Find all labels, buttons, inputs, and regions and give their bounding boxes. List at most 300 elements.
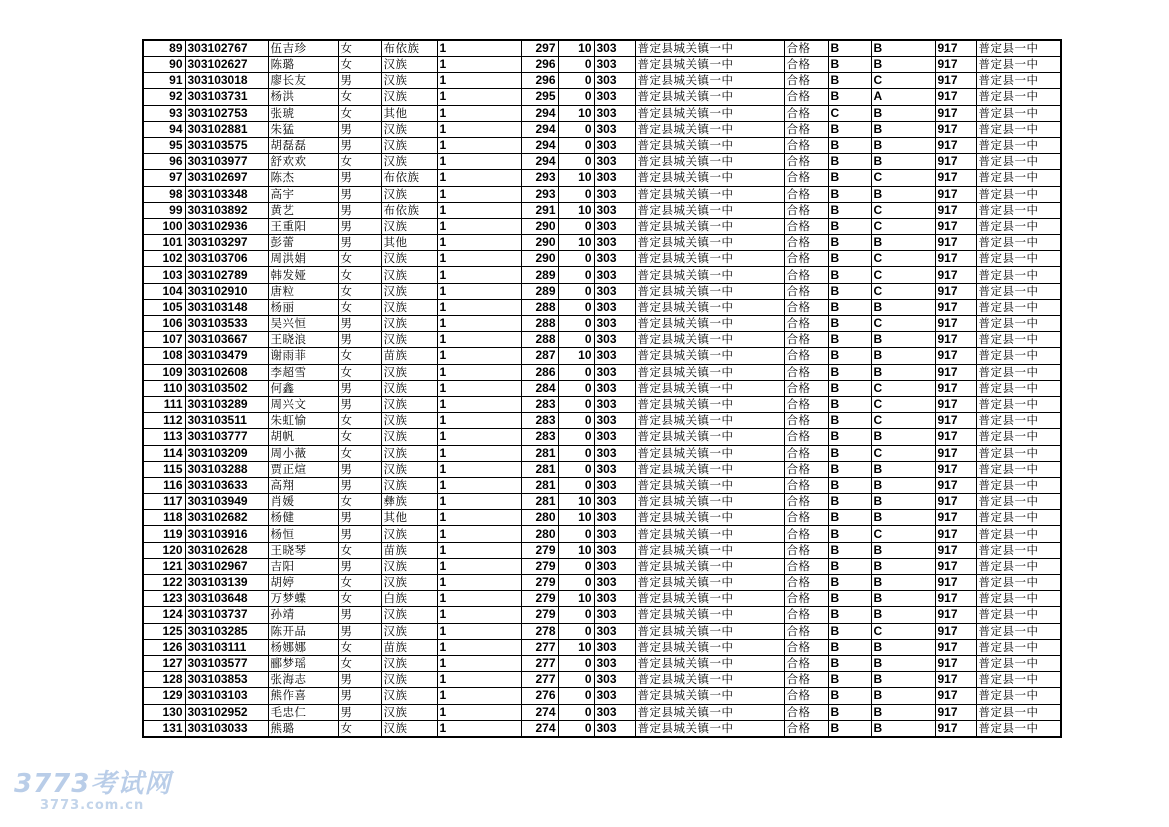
cell-admit-school: 普定县一中 [976, 639, 1061, 655]
cell-admit-school: 普定县一中 [976, 396, 1061, 412]
cell-ethnicity: 汉族 [381, 413, 437, 429]
cell-student-name: 胡帆 [268, 429, 338, 445]
cell-rank: 97 [143, 170, 185, 186]
cell-ethnicity: 其他 [381, 105, 437, 121]
cell-qualification: 合格 [784, 364, 828, 380]
cell-grade-b: B [871, 105, 935, 121]
cell-school-code: 303 [594, 672, 635, 688]
cell-gender: 女 [338, 655, 381, 671]
cell-student-name: 黄艺 [268, 202, 338, 218]
cell-exam-number: 303103018 [185, 73, 268, 89]
cell-qualification: 合格 [784, 267, 828, 283]
cell-bonus-points: 0 [558, 89, 594, 105]
cell-school-name: 普定县城关镇一中 [635, 380, 784, 396]
cell-total-score: 277 [521, 639, 558, 655]
cell-category: 1 [437, 720, 521, 737]
cell-total-score: 291 [521, 202, 558, 218]
table-row [143, 477, 1061, 493]
cell-grade-a: B [828, 413, 871, 429]
cell-school-name: 普定县城关镇一中 [635, 396, 784, 412]
cell-admit-code: 917 [935, 704, 976, 720]
cell-gender: 女 [338, 283, 381, 299]
cell-gender: 女 [338, 105, 381, 121]
cell-student-name: 杨健 [268, 510, 338, 526]
cell-admit-code: 917 [935, 655, 976, 671]
cell-school-code: 303 [594, 396, 635, 412]
cell-bonus-points: 10 [558, 170, 594, 186]
cell-admit-code: 917 [935, 396, 976, 412]
cell-grade-b: B [871, 429, 935, 445]
cell-grade-a: B [828, 283, 871, 299]
cell-bonus-points: 10 [558, 639, 594, 655]
cell-category: 1 [437, 477, 521, 493]
cell-ethnicity: 汉族 [381, 445, 437, 461]
cell-gender: 女 [338, 40, 381, 57]
cell-admit-code: 917 [935, 672, 976, 688]
cell-exam-number: 303103209 [185, 445, 268, 461]
table-row [143, 332, 1061, 348]
cell-grade-b: B [871, 348, 935, 364]
cell-total-score: 288 [521, 332, 558, 348]
cell-gender: 男 [338, 510, 381, 526]
cell-grade-b: C [871, 380, 935, 396]
cell-school-code: 303 [594, 510, 635, 526]
cell-admit-code: 917 [935, 299, 976, 315]
cell-exam-number: 303103511 [185, 413, 268, 429]
cell-qualification: 合格 [784, 40, 828, 57]
table-row [143, 688, 1061, 704]
cell-rank: 106 [143, 316, 185, 332]
cell-admit-code: 917 [935, 316, 976, 332]
cell-student-name: 伍吉珍 [268, 40, 338, 57]
table-row [143, 137, 1061, 153]
cell-rank: 111 [143, 396, 185, 412]
cell-grade-a: B [828, 542, 871, 558]
table-row [143, 57, 1061, 73]
cell-bonus-points: 0 [558, 558, 594, 574]
cell-category: 1 [437, 413, 521, 429]
table-row [143, 170, 1061, 186]
cell-grade-a: B [828, 332, 871, 348]
cell-total-score: 293 [521, 186, 558, 202]
cell-category: 1 [437, 40, 521, 57]
cell-exam-number: 303103633 [185, 477, 268, 493]
cell-admit-code: 917 [935, 348, 976, 364]
cell-grade-b: B [871, 607, 935, 623]
cell-category: 1 [437, 235, 521, 251]
cell-ethnicity: 汉族 [381, 380, 437, 396]
cell-exam-number: 303103285 [185, 623, 268, 639]
cell-grade-b: C [871, 202, 935, 218]
cell-admit-code: 917 [935, 526, 976, 542]
cell-qualification: 合格 [784, 105, 828, 121]
cell-exam-number: 303102697 [185, 170, 268, 186]
cell-qualification: 合格 [784, 477, 828, 493]
cell-admit-code: 917 [935, 170, 976, 186]
cell-grade-a: B [828, 251, 871, 267]
cell-school-code: 303 [594, 267, 635, 283]
cell-bonus-points: 0 [558, 396, 594, 412]
cell-school-code: 303 [594, 40, 635, 57]
cell-qualification: 合格 [784, 704, 828, 720]
cell-student-name: 毛忠仁 [268, 704, 338, 720]
cell-grade-a: B [828, 623, 871, 639]
cell-qualification: 合格 [784, 202, 828, 218]
cell-ethnicity: 汉族 [381, 89, 437, 105]
cell-school-code: 303 [594, 655, 635, 671]
cell-bonus-points: 0 [558, 121, 594, 137]
cell-admit-school: 普定县一中 [976, 121, 1061, 137]
cell-admit-school: 普定县一中 [976, 720, 1061, 737]
cell-qualification: 合格 [784, 57, 828, 73]
cell-student-name: 杨洪 [268, 89, 338, 105]
cell-qualification: 合格 [784, 542, 828, 558]
cell-rank: 120 [143, 542, 185, 558]
cell-grade-a: B [828, 89, 871, 105]
table-row [143, 316, 1061, 332]
cell-school-name: 普定县城关镇一中 [635, 267, 784, 283]
cell-grade-a: B [828, 494, 871, 510]
cell-bonus-points: 0 [558, 429, 594, 445]
cell-grade-a: B [828, 186, 871, 202]
cell-ethnicity: 汉族 [381, 655, 437, 671]
cell-rank: 105 [143, 299, 185, 315]
cell-admit-code: 917 [935, 121, 976, 137]
cell-bonus-points: 10 [558, 105, 594, 121]
cell-total-score: 294 [521, 137, 558, 153]
cell-category: 1 [437, 89, 521, 105]
cell-admit-code: 917 [935, 267, 976, 283]
cell-total-score: 283 [521, 396, 558, 412]
cell-gender: 女 [338, 720, 381, 737]
cell-rank: 90 [143, 57, 185, 73]
cell-school-name: 普定县城关镇一中 [635, 445, 784, 461]
cell-total-score: 276 [521, 688, 558, 704]
cell-ethnicity: 汉族 [381, 558, 437, 574]
cell-exam-number: 303103479 [185, 348, 268, 364]
cell-bonus-points: 0 [558, 607, 594, 623]
cell-qualification: 合格 [784, 494, 828, 510]
cell-ethnicity: 汉族 [381, 477, 437, 493]
cell-admit-school: 普定县一中 [976, 704, 1061, 720]
cell-admit-school: 普定县一中 [976, 429, 1061, 445]
cell-bonus-points: 10 [558, 510, 594, 526]
cell-exam-number: 303102767 [185, 40, 268, 57]
cell-bonus-points: 0 [558, 332, 594, 348]
cell-ethnicity: 汉族 [381, 316, 437, 332]
cell-admit-code: 917 [935, 186, 976, 202]
cell-bonus-points: 0 [558, 267, 594, 283]
cell-gender: 女 [338, 413, 381, 429]
cell-grade-b: C [871, 396, 935, 412]
table-row [143, 186, 1061, 202]
cell-total-score: 296 [521, 73, 558, 89]
cell-rank: 112 [143, 413, 185, 429]
cell-school-name: 普定县城关镇一中 [635, 655, 784, 671]
table-row [143, 704, 1061, 720]
cell-category: 1 [437, 510, 521, 526]
cell-grade-b: B [871, 364, 935, 380]
cell-exam-number: 303102881 [185, 121, 268, 137]
cell-qualification: 合格 [784, 396, 828, 412]
cell-category: 1 [437, 332, 521, 348]
cell-rank: 131 [143, 720, 185, 737]
cell-admit-code: 917 [935, 154, 976, 170]
cell-bonus-points: 0 [558, 413, 594, 429]
cell-total-score: 295 [521, 89, 558, 105]
cell-student-name: 熊璐 [268, 720, 338, 737]
cell-gender: 男 [338, 170, 381, 186]
cell-category: 1 [437, 575, 521, 591]
cell-bonus-points: 0 [558, 154, 594, 170]
cell-qualification: 合格 [784, 591, 828, 607]
cell-rank: 114 [143, 445, 185, 461]
cell-ethnicity: 其他 [381, 510, 437, 526]
cell-ethnicity: 汉族 [381, 575, 437, 591]
cell-ethnicity: 汉族 [381, 251, 437, 267]
cell-admit-code: 917 [935, 137, 976, 153]
cell-exam-number: 303103148 [185, 299, 268, 315]
cell-category: 1 [437, 283, 521, 299]
cell-student-name: 孙靖 [268, 607, 338, 623]
cell-admit-code: 917 [935, 40, 976, 57]
cell-student-name: 吉阳 [268, 558, 338, 574]
table-row [143, 380, 1061, 396]
cell-grade-a: B [828, 380, 871, 396]
cell-ethnicity: 汉族 [381, 429, 437, 445]
cell-gender: 男 [338, 477, 381, 493]
cell-grade-b: C [871, 267, 935, 283]
cell-admit-school: 普定县一中 [976, 316, 1061, 332]
cell-grade-b: B [871, 57, 935, 73]
cell-rank: 121 [143, 558, 185, 574]
cell-student-name: 周兴文 [268, 396, 338, 412]
table-row [143, 672, 1061, 688]
cell-admit-code: 917 [935, 494, 976, 510]
cell-admit-school: 普定县一中 [976, 218, 1061, 234]
cell-ethnicity: 其他 [381, 235, 437, 251]
cell-student-name: 朱猛 [268, 121, 338, 137]
cell-gender: 男 [338, 396, 381, 412]
cell-exam-number: 303103737 [185, 607, 268, 623]
cell-ethnicity: 汉族 [381, 73, 437, 89]
cell-exam-number: 303103288 [185, 461, 268, 477]
cell-gender: 男 [338, 380, 381, 396]
cell-qualification: 合格 [784, 89, 828, 105]
cell-ethnicity: 布依族 [381, 202, 437, 218]
cell-total-score: 274 [521, 720, 558, 737]
cell-school-code: 303 [594, 607, 635, 623]
cell-exam-number: 303103977 [185, 154, 268, 170]
cell-admit-code: 917 [935, 477, 976, 493]
cell-admit-school: 普定县一中 [976, 73, 1061, 89]
cell-school-code: 303 [594, 591, 635, 607]
cell-school-code: 303 [594, 720, 635, 737]
cell-school-code: 303 [594, 704, 635, 720]
table-row [143, 655, 1061, 671]
cell-admit-school: 普定县一中 [976, 445, 1061, 461]
cell-ethnicity: 汉族 [381, 137, 437, 153]
cell-school-code: 303 [594, 137, 635, 153]
cell-grade-b: B [871, 299, 935, 315]
cell-qualification: 合格 [784, 251, 828, 267]
cell-ethnicity: 汉族 [381, 283, 437, 299]
cell-student-name: 杨娜娜 [268, 639, 338, 655]
cell-exam-number: 303102628 [185, 542, 268, 558]
cell-grade-a: B [828, 40, 871, 57]
cell-total-score: 290 [521, 235, 558, 251]
cell-admit-school: 普定县一中 [976, 655, 1061, 671]
cell-grade-a: B [828, 558, 871, 574]
cell-admit-code: 917 [935, 445, 976, 461]
cell-exam-number: 303103667 [185, 332, 268, 348]
cell-ethnicity: 汉族 [381, 461, 437, 477]
cell-grade-b: B [871, 639, 935, 655]
cell-bonus-points: 10 [558, 542, 594, 558]
cell-grade-a: B [828, 672, 871, 688]
cell-bonus-points: 0 [558, 720, 594, 737]
cell-school-name: 普定县城关镇一中 [635, 73, 784, 89]
cell-admit-code: 917 [935, 688, 976, 704]
results-table [142, 39, 1062, 738]
cell-school-name: 普定县城关镇一中 [635, 89, 784, 105]
cell-grade-b: A [871, 89, 935, 105]
cell-grade-b: B [871, 235, 935, 251]
cell-gender: 女 [338, 299, 381, 315]
cell-category: 1 [437, 299, 521, 315]
cell-school-name: 普定县城关镇一中 [635, 413, 784, 429]
cell-school-name: 普定县城关镇一中 [635, 542, 784, 558]
cell-admit-school: 普定县一中 [976, 89, 1061, 105]
cell-ethnicity: 苗族 [381, 348, 437, 364]
cell-gender: 女 [338, 429, 381, 445]
cell-school-name: 普定县城关镇一中 [635, 332, 784, 348]
cell-school-code: 303 [594, 283, 635, 299]
table-row [143, 121, 1061, 137]
cell-student-name: 唐粒 [268, 283, 338, 299]
cell-category: 1 [437, 607, 521, 623]
cell-grade-b: C [871, 283, 935, 299]
cell-ethnicity: 汉族 [381, 218, 437, 234]
cell-grade-a: B [828, 429, 871, 445]
cell-exam-number: 303103533 [185, 316, 268, 332]
cell-qualification: 合格 [784, 688, 828, 704]
cell-total-score: 294 [521, 154, 558, 170]
cell-admit-code: 917 [935, 461, 976, 477]
cell-grade-b: B [871, 542, 935, 558]
cell-admit-school: 普定县一中 [976, 105, 1061, 121]
cell-gender: 男 [338, 218, 381, 234]
cell-ethnicity: 白族 [381, 591, 437, 607]
table-row [143, 429, 1061, 445]
cell-ethnicity: 汉族 [381, 332, 437, 348]
cell-category: 1 [437, 526, 521, 542]
cell-total-score: 278 [521, 623, 558, 639]
cell-student-name: 熊作喜 [268, 688, 338, 704]
cell-gender: 女 [338, 57, 381, 73]
cell-category: 1 [437, 445, 521, 461]
cell-school-name: 普定县城关镇一中 [635, 235, 784, 251]
cell-exam-number: 303102910 [185, 283, 268, 299]
cell-admit-school: 普定县一中 [976, 591, 1061, 607]
table-row [143, 283, 1061, 299]
cell-school-code: 303 [594, 105, 635, 121]
cell-qualification: 合格 [784, 607, 828, 623]
cell-gender: 女 [338, 575, 381, 591]
cell-school-code: 303 [594, 364, 635, 380]
cell-admit-school: 普定县一中 [976, 575, 1061, 591]
table-row [143, 720, 1061, 737]
cell-qualification: 合格 [784, 445, 828, 461]
cell-ethnicity: 汉族 [381, 623, 437, 639]
cell-grade-a: B [828, 202, 871, 218]
cell-exam-number: 303103289 [185, 396, 268, 412]
cell-category: 1 [437, 121, 521, 137]
cell-qualification: 合格 [784, 510, 828, 526]
table-row [143, 623, 1061, 639]
cell-grade-a: B [828, 575, 871, 591]
cell-category: 1 [437, 461, 521, 477]
cell-total-score: 281 [521, 461, 558, 477]
cell-student-name: 谢雨菲 [268, 348, 338, 364]
cell-admit-school: 普定县一中 [976, 332, 1061, 348]
cell-admit-school: 普定县一中 [976, 477, 1061, 493]
cell-rank: 123 [143, 591, 185, 607]
cell-exam-number: 303102789 [185, 267, 268, 283]
cell-grade-b: C [871, 526, 935, 542]
cell-admit-code: 917 [935, 332, 976, 348]
cell-student-name: 王重阳 [268, 218, 338, 234]
cell-gender: 男 [338, 235, 381, 251]
cell-rank: 100 [143, 218, 185, 234]
cell-exam-number: 303103575 [185, 137, 268, 153]
cell-admit-school: 普定县一中 [976, 364, 1061, 380]
cell-bonus-points: 0 [558, 73, 594, 89]
cell-school-name: 普定县城关镇一中 [635, 251, 784, 267]
cell-school-code: 303 [594, 170, 635, 186]
cell-school-code: 303 [594, 494, 635, 510]
cell-student-name: 贾正煊 [268, 461, 338, 477]
table-row [143, 413, 1061, 429]
cell-gender: 女 [338, 364, 381, 380]
cell-school-name: 普定县城关镇一中 [635, 348, 784, 364]
cell-exam-number: 303103297 [185, 235, 268, 251]
cell-total-score: 293 [521, 170, 558, 186]
cell-qualification: 合格 [784, 299, 828, 315]
cell-rank: 130 [143, 704, 185, 720]
cell-gender: 男 [338, 137, 381, 153]
cell-school-code: 303 [594, 186, 635, 202]
cell-category: 1 [437, 623, 521, 639]
cell-bonus-points: 0 [558, 218, 594, 234]
cell-school-code: 303 [594, 429, 635, 445]
cell-rank: 125 [143, 623, 185, 639]
cell-grade-a: B [828, 73, 871, 89]
cell-school-code: 303 [594, 558, 635, 574]
table-row [143, 542, 1061, 558]
cell-grade-b: C [871, 445, 935, 461]
cell-admit-code: 917 [935, 591, 976, 607]
cell-total-score: 283 [521, 413, 558, 429]
cell-qualification: 合格 [784, 235, 828, 251]
cell-grade-b: B [871, 461, 935, 477]
cell-admit-code: 917 [935, 575, 976, 591]
cell-total-score: 277 [521, 655, 558, 671]
cell-rank: 118 [143, 510, 185, 526]
cell-gender: 男 [338, 73, 381, 89]
cell-school-name: 普定县城关镇一中 [635, 202, 784, 218]
cell-total-score: 288 [521, 316, 558, 332]
